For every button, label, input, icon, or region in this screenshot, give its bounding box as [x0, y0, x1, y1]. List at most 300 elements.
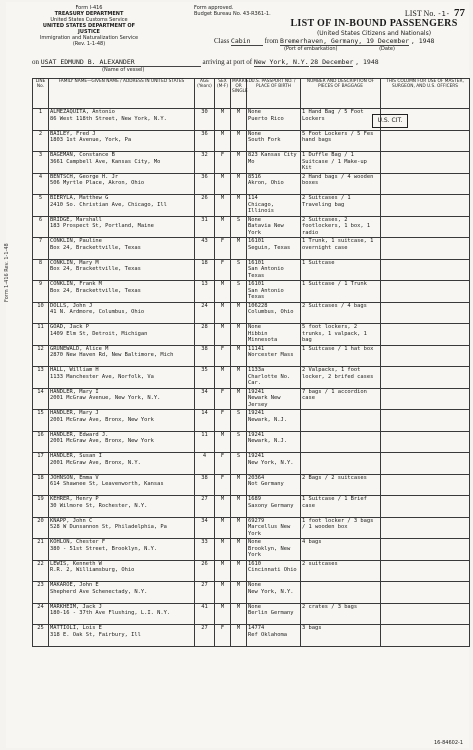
row-ms: M: [236, 560, 241, 567]
row-line: 19: [37, 496, 44, 502]
line-number-cell: [33, 431, 49, 453]
name-address-cell: [49, 281, 195, 303]
row-sex: F: [220, 410, 225, 416]
row-passport: 1689: [248, 496, 261, 502]
row-ms: M: [236, 539, 241, 545]
row-ms: S: [236, 259, 241, 266]
row-name: GOAD, Jack P: [50, 324, 89, 330]
baggage-cell: [301, 431, 381, 453]
age-cell: [195, 517, 215, 539]
sex-cell: [215, 453, 231, 475]
row-address: 1409 Elm St, Detroit, Michigan: [50, 330, 148, 337]
row-ms: S: [236, 216, 241, 223]
table-row: [33, 345, 470, 367]
name-address-cell: [49, 496, 195, 518]
sex-cell: [215, 130, 231, 152]
row-baggage: 1 Duffle Bag / 1 Suitcase / 1 Make-up Kit: [302, 152, 367, 172]
age-cell: [195, 431, 215, 453]
row-line: 23: [37, 582, 44, 588]
row-passport: 8516: [248, 173, 261, 180]
age-cell: [195, 474, 215, 496]
line-number-cell: [33, 367, 49, 389]
row-name: HALL, William H: [50, 367, 99, 373]
marital-cell: [231, 431, 247, 453]
table-row: [33, 603, 470, 625]
line-number-cell: [33, 259, 49, 281]
row-baggage: 4 bags: [302, 539, 322, 545]
official-use-cell: [381, 259, 470, 281]
row-line: 6: [38, 216, 43, 223]
row-baggage: 5 Foot Lockers / 5 Fes hand bags: [302, 130, 374, 144]
passport-birthplace-cell: [247, 302, 301, 324]
line-number-cell: [33, 195, 49, 217]
marital-cell: [231, 130, 247, 152]
class-label: Class: [214, 37, 230, 45]
official-use-cell: [381, 388, 470, 410]
sex-cell: [215, 431, 231, 453]
table-row: [33, 539, 470, 561]
row-age: 36: [201, 173, 208, 180]
row-ms: S: [236, 453, 241, 459]
row-ms: S: [236, 431, 241, 438]
row-age: 34: [201, 517, 208, 524]
row-passport: 106228: [248, 302, 268, 309]
row-sex: M: [220, 130, 225, 137]
line-number-cell: [33, 474, 49, 496]
official-use-cell: [381, 302, 470, 324]
col-marital: MARRIED OR SINGLE: [231, 79, 247, 109]
age-cell: [195, 238, 215, 260]
official-use-cell: [381, 517, 470, 539]
passport-birthplace-cell: [247, 539, 301, 561]
row-ms: M: [236, 388, 241, 395]
row-ms: M: [236, 603, 241, 610]
table-row: [33, 560, 470, 582]
row-address: 528 W Dunsannon St, Philadelphia, Pa: [50, 524, 167, 531]
row-sex: F: [220, 474, 225, 481]
table-row: [33, 431, 470, 453]
baggage-cell: [301, 216, 381, 238]
row-address: 180-16 - 37th Ave Flushing, L.I. N.Y.: [50, 610, 171, 617]
row-address: 2410 So. Christian Ave, Chicago, Ill: [50, 201, 167, 208]
arrival-port: New York, N.Y.: [253, 58, 309, 66]
name-address-cell: [49, 259, 195, 281]
form-issuer-block: [34, 5, 144, 47]
sex-cell: [215, 109, 231, 131]
row-age: 28: [201, 324, 208, 330]
table-row: [33, 195, 470, 217]
row-sex: M: [220, 539, 225, 545]
line-number-cell: [33, 109, 49, 131]
table-row: [33, 367, 470, 389]
row-age: 26: [201, 560, 208, 567]
row-passport: 823 Kansas City: [248, 152, 297, 158]
row-address: 1133 Manchester Ave, Norfolk, Va: [50, 373, 154, 380]
year-suffix: 48: [426, 37, 435, 45]
row-birthplace: Newark New Jersey: [248, 395, 281, 408]
row-line: 15: [37, 410, 44, 416]
sex-cell: [215, 582, 231, 604]
marital-cell: [231, 109, 247, 131]
age-cell: [195, 302, 215, 324]
row-passport: 19241: [248, 431, 265, 438]
passport-birthplace-cell: [247, 431, 301, 453]
row-sex: F: [220, 453, 225, 459]
row-ms: M: [236, 345, 241, 352]
row-address: 506 Myrtle Place, Akron, Ohio: [50, 180, 145, 187]
age-cell: [195, 625, 215, 647]
line-number-cell: [33, 517, 49, 539]
row-birthplace: Batavia New York: [248, 223, 284, 236]
form-revision: (Rev. 1-1-48): [72, 41, 106, 47]
row-baggage: 1 foot locker / 3 bags / 1 wooden box: [302, 517, 374, 531]
name-address-cell: [49, 539, 195, 561]
row-age: 38: [201, 474, 208, 481]
row-name: DOLLS, John J: [50, 302, 93, 309]
page-number: 77: [454, 7, 465, 19]
row-name: BAILEY, Fred J: [50, 130, 96, 137]
age-cell: [195, 367, 215, 389]
row-sex: M: [220, 324, 225, 330]
age-cell: [195, 195, 215, 217]
official-use-cell: [381, 195, 470, 217]
row-birthplace: Columbus, Ohio: [248, 309, 294, 316]
passport-birthplace-cell: [247, 195, 301, 217]
treasury-dept: TREASURY DEPARTMENT: [54, 11, 124, 17]
row-birthplace: Seguin, Texas: [248, 244, 291, 251]
row-address: 30 Wilmore St, Rochester, N.Y.: [50, 502, 148, 509]
baggage-cell: [301, 367, 381, 389]
name-address-cell: [49, 324, 195, 346]
arrival-date: 28 December: [310, 58, 354, 66]
row-baggage: 2 Suitcases / 4 bags: [302, 302, 367, 309]
col-age: AGE (Years): [195, 79, 215, 109]
official-use-cell: [381, 496, 470, 518]
table-row: [33, 173, 470, 195]
line-number-cell: [33, 410, 49, 432]
form-approved: Form approved.: [194, 5, 234, 11]
marital-cell: [231, 238, 247, 260]
passport-birthplace-cell: [247, 130, 301, 152]
official-use-cell: [381, 603, 470, 625]
row-age: 31: [201, 216, 208, 223]
row-ms: M: [236, 324, 241, 330]
page-title: LIST OF IN-BOUND PASSENGERS: [290, 18, 458, 29]
row-name: MAKAROE, John E: [50, 582, 99, 588]
row-name: HANDLER, Mary J: [50, 410, 99, 416]
vessel-line: on USAT EDMUND B. ALEXANDER arriving at port of New York, N.Y. 28 December , 1948 (Name of vessel): [32, 58, 467, 73]
from-value: Bremerhaven, Germany, 19 December: [280, 37, 410, 45]
row-ms: M: [236, 582, 241, 588]
row-age: 35: [201, 367, 208, 373]
row-name: ALMEZAQUITA, Antonio: [50, 109, 115, 115]
table-row: [33, 625, 470, 647]
table-row: [33, 302, 470, 324]
table-row: [33, 453, 470, 475]
sex-cell: [215, 302, 231, 324]
side-margin-note: Form 1-416 Rev. 1-1-48: [4, 243, 10, 302]
row-name: LEWIS, Kenneth W: [50, 560, 102, 567]
marital-cell: [231, 302, 247, 324]
baggage-cell: [301, 539, 381, 561]
row-address: Shepherd Ave Schenectady, N.Y.: [50, 588, 148, 595]
row-passport: 1610: [248, 560, 261, 567]
marital-cell: [231, 603, 247, 625]
col-official-use: THIS COLUMN FOR USE OF MASTER, SURGEON, AND U.S. OFFICERS: [381, 79, 470, 109]
baggage-cell: [301, 259, 381, 281]
marital-cell: [231, 345, 247, 367]
age-cell: [195, 324, 215, 346]
marital-cell: [231, 410, 247, 432]
row-passport: 14774: [248, 625, 265, 631]
row-sex: M: [220, 431, 225, 438]
marital-cell: [231, 496, 247, 518]
row-passport: None: [248, 109, 261, 115]
name-address-cell: [49, 431, 195, 453]
row-address: 380 - 51st Street, Brooklyn, N.Y.: [50, 545, 158, 552]
row-baggage: 1 Suitcase: [302, 259, 335, 266]
passport-birthplace-cell: [247, 216, 301, 238]
marital-cell: [231, 539, 247, 561]
age-cell: [195, 453, 215, 475]
col-sex: SEX (M-F): [215, 79, 231, 109]
table-row: [33, 324, 470, 346]
row-birthplace: South Fork: [248, 137, 281, 144]
row-baggage: 2 Bags / 2 suitcases: [302, 474, 367, 481]
row-line: 16: [37, 431, 44, 438]
name-address-cell: [49, 603, 195, 625]
row-birthplace: Hibbin Minnesota: [248, 330, 278, 344]
baggage-cell: [301, 582, 381, 604]
passenger-table: [32, 78, 470, 647]
row-line: 20: [37, 517, 44, 524]
row-baggage: 1 Suitcase / 1 Trunk: [302, 281, 367, 287]
line-number-cell: [33, 281, 49, 303]
row-baggage: 2 Valpacks, 1 foot locker, 2 brifed cases: [302, 367, 374, 380]
row-address: 2001 McGraw Avenue, New York, N.Y.: [50, 395, 161, 402]
customs-service: United States Customs Service: [50, 17, 128, 23]
row-age: 33: [201, 539, 208, 545]
page-subtitle: (United States Citizens and Nationals): [316, 30, 432, 37]
passport-birthplace-cell: [247, 517, 301, 539]
row-ms: M: [236, 496, 241, 502]
row-line: 17: [37, 453, 44, 459]
passport-birthplace-cell: [247, 410, 301, 432]
row-name: BAGEMAN, Constance B: [50, 152, 115, 158]
marital-cell: [231, 152, 247, 174]
row-sex: M: [220, 582, 225, 588]
name-address-cell: [49, 345, 195, 367]
arrival-year: 1948: [363, 58, 379, 66]
row-ms: S: [236, 281, 241, 287]
table-row: [33, 259, 470, 281]
row-age: 24: [201, 302, 208, 309]
sex-cell: [215, 625, 231, 647]
row-birthplace: Worcester Mass: [248, 352, 294, 359]
row-age: 36: [201, 130, 208, 137]
official-use-cell: [381, 453, 470, 475]
sex-cell: [215, 474, 231, 496]
official-use-cell: [381, 367, 470, 389]
row-line: 24: [37, 603, 44, 610]
marital-cell: [231, 281, 247, 303]
sex-cell: [215, 560, 231, 582]
arriving-text: arriving at port of: [202, 58, 253, 66]
line-number-cell: [33, 496, 49, 518]
row-line: 4: [38, 173, 43, 180]
row-baggage: 1 Trunk, 1 suitcase, 1 overnight case: [302, 238, 374, 251]
class-value: Cabin: [231, 37, 263, 46]
row-sex: F: [220, 625, 225, 631]
sex-cell: [215, 367, 231, 389]
row-address: Box 24, Brackettville, Texas: [50, 287, 141, 294]
row-birthplace: Puerto Rico: [248, 115, 284, 122]
row-passport: 11141: [248, 345, 265, 352]
line-number-cell: [33, 560, 49, 582]
official-use-cell: [381, 410, 470, 432]
line-number-cell: [33, 603, 49, 625]
row-passport: 16101: [248, 259, 265, 266]
official-use-cell: [381, 345, 470, 367]
passport-birthplace-cell: [247, 388, 301, 410]
sex-cell: [215, 195, 231, 217]
row-ms: M: [236, 173, 241, 180]
row-address: 318 E. Oak St, Fairbury, Ill: [50, 631, 141, 638]
table-row: [33, 238, 470, 260]
row-address: Box 24, Brackettville, Texas: [50, 266, 141, 273]
row-ms: M: [236, 302, 241, 309]
row-passport: None: [248, 582, 261, 588]
row-passport: 19241: [248, 388, 265, 395]
row-ms: M: [236, 238, 241, 244]
table-row: [33, 152, 470, 174]
official-use-cell: [381, 238, 470, 260]
row-address: R.R. 2, Williamsburg, Ohio: [50, 567, 135, 574]
row-name: JOHNSON, Emma V: [50, 474, 99, 481]
age-cell: [195, 560, 215, 582]
row-birthplace: Marcellus New York: [248, 524, 291, 537]
passport-birthplace-cell: [247, 152, 301, 174]
row-name: CONKLIN, Frank M: [50, 281, 102, 287]
line-number-cell: [33, 625, 49, 647]
line-number-cell: [33, 345, 49, 367]
name-address-cell: [49, 625, 195, 647]
marital-cell: [231, 388, 247, 410]
age-cell: [195, 216, 215, 238]
official-use-cell: [381, 560, 470, 582]
official-use-cell: [381, 539, 470, 561]
ins-service: Immigration and Naturalization Service: [39, 35, 139, 41]
from-label: from: [264, 37, 279, 45]
official-use-cell: [381, 324, 470, 346]
table-row: [33, 216, 470, 238]
row-birthplace: San Antonio Texas: [248, 266, 284, 279]
row-age: 4: [202, 453, 207, 459]
row-passport: 19241: [248, 453, 265, 459]
row-baggage: 2 suitcases: [302, 560, 338, 567]
baggage-cell: [301, 152, 381, 174]
line-number-cell: [33, 130, 49, 152]
baggage-cell: [301, 345, 381, 367]
baggage-cell: [301, 453, 381, 475]
sex-cell: [215, 517, 231, 539]
sex-cell: [215, 152, 231, 174]
col-baggage: NUMBER AND DESCRIPTION OF PIECES OF BAGGAGE: [301, 79, 381, 109]
row-line: 1: [38, 109, 43, 115]
row-passport: 16101: [248, 238, 265, 244]
row-age: 27: [201, 496, 208, 502]
row-age: 38: [201, 345, 208, 352]
col-name-address: FAMILY NAME—GIVEN NAME / ADDRESS IN UNITED STATES: [49, 79, 195, 109]
official-use-cell: [381, 431, 470, 453]
age-cell: [195, 130, 215, 152]
official-use-cell: [381, 625, 470, 647]
row-birthplace: Newark, N.J.: [248, 416, 287, 423]
marital-cell: [231, 625, 247, 647]
row-line: 21: [37, 539, 44, 545]
row-name: KOHLON, Chester F: [50, 539, 106, 545]
official-use-cell: [381, 173, 470, 195]
row-name: GRUNEWALD, Alice M: [50, 345, 109, 352]
name-address-cell: [49, 388, 195, 410]
row-age: 43: [201, 238, 208, 244]
row-birthplace: Mo: [248, 158, 255, 165]
row-birthplace: New York, N.Y.: [248, 459, 294, 466]
row-passport: None: [248, 130, 261, 137]
table-row: [33, 474, 470, 496]
row-baggage: 1 Hand Bag / 5 Foot Lockers: [302, 109, 364, 122]
marital-cell: [231, 195, 247, 217]
baggage-cell: [301, 302, 381, 324]
row-line: 12: [37, 345, 44, 352]
row-birthplace: Chicago, Illinois: [248, 201, 274, 215]
marital-cell: [231, 474, 247, 496]
baggage-cell: [301, 238, 381, 260]
row-birthplace: New York, N.Y.: [248, 588, 294, 595]
row-baggage: 2 Suitcases / 1 Traveling bag: [302, 195, 351, 208]
age-cell: [195, 582, 215, 604]
row-address: 86 West 118th Street, New York, N.Y.: [50, 115, 167, 122]
table-row: [33, 496, 470, 518]
row-passport: 1133a: [248, 367, 265, 373]
name-address-cell: [49, 302, 195, 324]
row-address: 41 N. Ardmore, Columbus, Ohio: [50, 309, 145, 316]
row-sex: F: [220, 238, 225, 244]
marital-cell: [231, 582, 247, 604]
row-sex: M: [220, 496, 225, 502]
row-age: 27: [201, 582, 208, 588]
row-age: 26: [201, 195, 208, 201]
passport-birthplace-cell: [247, 560, 301, 582]
row-baggage: 7 bags / 1 accordion case: [302, 388, 367, 402]
row-line: 14: [37, 388, 44, 395]
citizen-stamp: U.S. CIT.: [372, 114, 408, 128]
row-baggage: 1 Suitcase / 1 Brief case: [302, 496, 367, 509]
sex-cell: [215, 539, 231, 561]
name-address-cell: [49, 238, 195, 260]
row-line: 2: [38, 130, 43, 137]
row-baggage: 2 Suitcases, 2 footlockers, 1 box, 1 radio: [302, 216, 371, 236]
name-address-cell: [49, 517, 195, 539]
sex-cell: [215, 496, 231, 518]
name-address-cell: [49, 195, 195, 217]
passport-birthplace-cell: [247, 453, 301, 475]
row-baggage: 1 Suitcase / 1 hat box: [302, 345, 374, 352]
baggage-cell: [301, 388, 381, 410]
row-age: 27: [201, 625, 208, 631]
row-baggage: 5 foot lockers, 2 trunks, 1 valpack, 1 bag: [302, 324, 367, 344]
passport-birthplace-cell: [247, 625, 301, 647]
